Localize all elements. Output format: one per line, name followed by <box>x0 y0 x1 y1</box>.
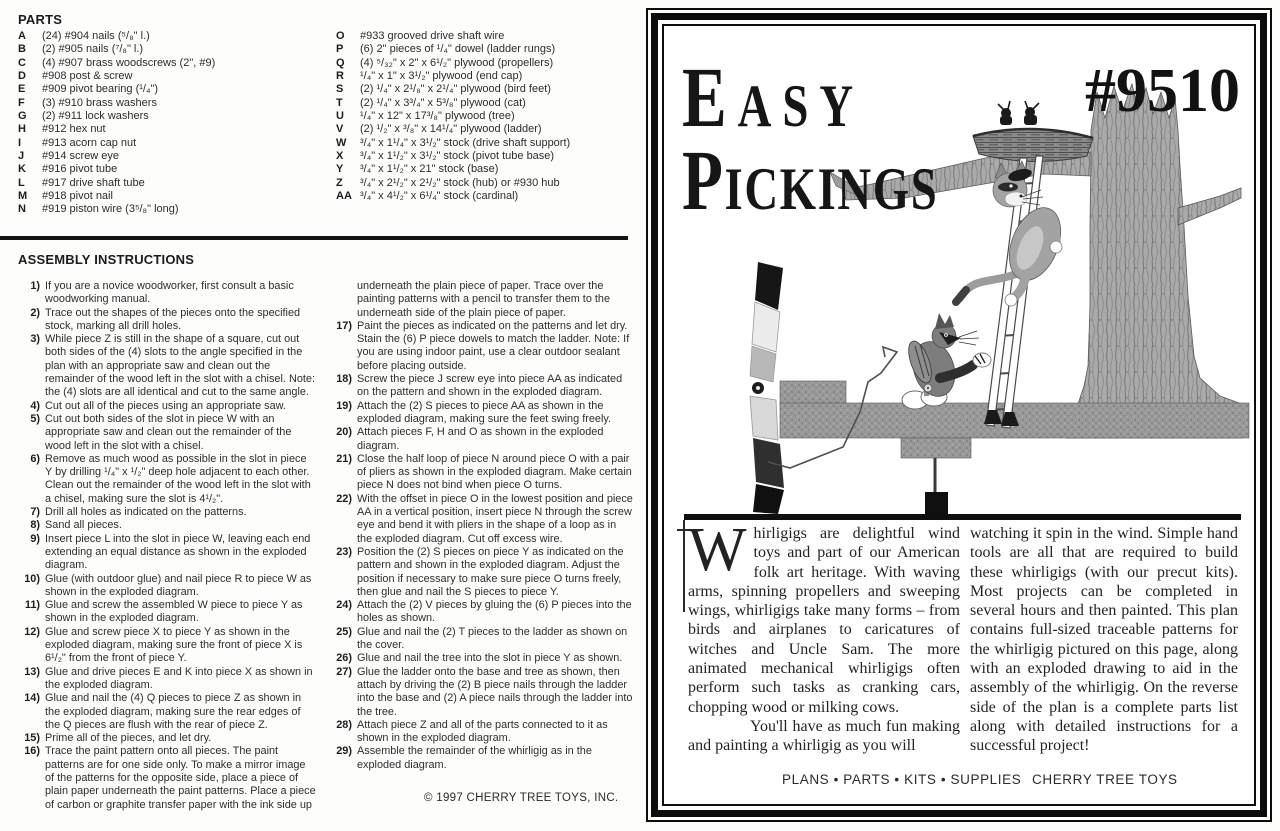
part-letter: P <box>336 43 344 56</box>
instruction-text: Remove as much wood as possible in the slot in piece Y by drilling ¹/₄" x ¹/₂" deep hole adjacent to each other. Clean out the remainder of the wood left in the slot with a chisel, making sure the slot is 4¹/₂". <box>45 452 311 505</box>
instruction-text: Position the (2) S pieces on piece Y as indicated on the pattern and shown in the exploded diagram. Adjust the position if necessary to make sure piece O turns freely, then glue and nail the S pieces to piece Y. <box>357 545 624 598</box>
parts-item <box>18 57 323 70</box>
part-letter: T <box>336 96 343 109</box>
instruction-text: Sand all pieces. <box>45 519 122 532</box>
instruction-item <box>330 652 633 665</box>
cat-eye-mask <box>998 183 1018 192</box>
part-letter: I <box>18 136 22 149</box>
instruction-continuation: underneath the plain piece of paper. Trace over the painting patterns with a pencil to transfer them to the underneath side of the plain piece of paper. <box>357 280 611 319</box>
part-letter: B <box>18 43 26 56</box>
parts-list-col2 <box>336 30 641 203</box>
part-letter: X <box>336 150 344 163</box>
parts-item <box>18 110 323 123</box>
instruction-number: 19) <box>336 399 352 412</box>
parts-item <box>336 43 641 56</box>
instruction-text: Trace out the shapes of the pieces onto the specified stock, marking all drill holes. <box>45 306 301 332</box>
instruction-item <box>330 493 633 546</box>
pivot-post-shaft <box>934 458 937 492</box>
instruction-text: Insert piece L into the slot in piece W, leaving each end extending an equal distance as shown in the exploded diagram. <box>45 532 311 572</box>
instruction-text: Glue and nail the (4) Q pieces to piece Z as shown in the exploded diagram, making sure the rear edges of the Q pieces are flush with the rear of piece Z. <box>45 692 302 731</box>
egg <box>973 353 991 367</box>
part-letter: K <box>18 163 26 176</box>
instruction-text: Trace the paint pattern onto all pieces. The paint patterns are for one side only. To make a mirror image of the patterns for the opposite side, place a piece of plain paper underneath the paint patterns. Place a piece of carbon or graphite transfer paper with the ink side up <box>45 745 316 811</box>
parts-item <box>18 83 323 96</box>
instruction-text: Cut out all of the pieces using an appropriate saw. <box>45 399 286 412</box>
intro-paragraph: watching it spin in the wind. Simple hand tools are all that are required to build these whirligigs (with our precut kits). Most projects can be completed in several hours and then painted. This plan contains full-sized traceable patterns for the whirligig pictured on this page, along with an exploded drawing to aid in the assembly of the whirligig. On the reverse side of the plan is a complete parts list along with detailed instructions for a successful project! <box>970 525 1238 755</box>
instruction-number: 4) <box>30 399 40 412</box>
instruction-text: Glue and drive pieces E and K into piece X as shown in the exploded diagram. <box>45 665 313 691</box>
part-letter: F <box>18 96 25 109</box>
part-letter: C <box>18 56 26 69</box>
instruction-item <box>330 719 633 746</box>
parts-item <box>336 150 641 163</box>
instruction-number: 6) <box>30 452 40 465</box>
instruction-item <box>18 599 316 626</box>
part-description: ³/₄" x 2¹/₂" x 2¹/₂" stock (hub) or #930 hub <box>360 176 560 189</box>
part-letter: M <box>18 190 28 203</box>
parts-item <box>18 123 323 136</box>
instruction-text: While piece Z is still in the shape of a square, cut out both sides of the (4) slots to the angle specified in the plan with an appropriate saw and clean out the remainder of the wood left in the slot with a chisel. Note: the (4) slots are all identical and cut to the same angle. <box>45 333 315 399</box>
tree-branch-right <box>1178 188 1241 225</box>
part-letter: E <box>18 83 26 96</box>
parts-item <box>336 30 641 43</box>
part-description: #919 piston wire (3⁵/₈" long) <box>42 203 179 216</box>
parts-item <box>18 177 323 190</box>
instruction-text: Attach pieces F, H and O as shown in the exploded diagram. <box>357 426 604 452</box>
instruction-number: 17) <box>336 319 352 332</box>
instruction-item <box>330 626 633 653</box>
part-description: ¹/₄" x 1" x 3¹/₂" plywood (end cap) <box>360 70 523 83</box>
instruction-number: 5) <box>30 412 40 425</box>
part-description: ³/₄" x 1¹/₄" x 3¹/₂" stock (drive shaft support) <box>360 136 571 149</box>
instruction-item <box>18 400 316 413</box>
plan-title-line1: EASY <box>682 49 865 145</box>
instruction-item <box>18 533 316 573</box>
parts-item <box>336 97 641 110</box>
part-letter: Y <box>336 163 344 176</box>
parts-item <box>336 123 641 136</box>
baby-birds <box>998 101 1039 125</box>
nest <box>973 129 1093 162</box>
part-description: (2) #911 lock washers <box>42 110 149 123</box>
instruction-item <box>18 626 316 666</box>
instruction-text: Screw the piece J screw eye into piece AA as indicated on the pattern and shown in the exploded diagram. <box>357 373 623 399</box>
instruction-text: Glue the ladder onto the base and tree as shown, then attach by driving the (2) B piece nails through the ladder into the base and (2) A piece nails through the ladder into the tree. <box>357 665 633 718</box>
instruction-item <box>18 280 316 307</box>
instruction-item <box>330 426 633 453</box>
part-letter: R <box>336 70 344 83</box>
instruction-item <box>330 320 633 373</box>
cardinal <box>902 313 991 409</box>
parts-list-col1 <box>18 30 323 217</box>
instruction-item <box>18 666 316 693</box>
instruction-item <box>18 745 316 811</box>
instruction-text: Drill all holes as indicated on the patterns. <box>45 506 247 519</box>
instruction-number: 18) <box>336 373 352 386</box>
instruction-number: 24) <box>336 599 352 612</box>
instruction-item <box>18 307 316 334</box>
part-letter: J <box>18 150 25 163</box>
instruction-text: Glue and screw piece X to piece Y as shown in the exploded diagram, making sure the front of piece X is 6¹/₂" from the front of piece Y. <box>45 625 303 665</box>
instruction-item <box>18 506 316 519</box>
part-description: #914 screw eye <box>42 150 120 163</box>
footer-brand: CHERRY TREE TOYS <box>1032 772 1178 787</box>
instruction-number: 12) <box>24 625 40 638</box>
instruction-number: 29) <box>336 745 352 758</box>
instruction-number: 16) <box>24 745 40 758</box>
instruction-number: 2) <box>30 306 40 319</box>
instruction-number: 26) <box>336 652 352 665</box>
instruction-item <box>18 519 316 532</box>
part-description: (3) #910 brass washers <box>42 96 157 109</box>
part-description: (6) 2" pieces of ¹/₄" dowel (ladder rungs) <box>360 43 556 56</box>
parts-item <box>18 203 323 216</box>
instructions-col1 <box>18 280 316 812</box>
instruction-item <box>18 413 316 453</box>
part-letter: Z <box>336 176 343 189</box>
parts-item <box>336 83 641 96</box>
ground-line <box>684 514 1241 520</box>
part-description: (2) ¹/₄" x 3³/₄" x 5³/₈" plywood (cat) <box>360 96 526 109</box>
plan-cover-panel <box>646 8 1272 822</box>
instruction-text: If you are a novice woodworker, first consult a basic woodworking manual. <box>45 280 294 306</box>
instruction-item <box>330 400 633 427</box>
instruction-text: Assemble the remainder of the whirligig as in the exploded diagram. <box>357 745 592 771</box>
instruction-number: 9) <box>30 532 40 545</box>
instruction-text: Prime all of the pieces, and let dry. <box>45 732 212 745</box>
instruction-number: 8) <box>30 519 40 532</box>
cardinal-crest <box>935 313 954 329</box>
instruction-text: Glue (with outdoor glue) and nail piece R to piece W as shown in the exploded diagram. <box>45 572 312 598</box>
part-description: (4) ⁵/₃₂" x 2" x 6¹/₂" plywood (propellers) <box>360 56 554 69</box>
parts-item <box>336 163 641 176</box>
parts-item <box>18 150 323 163</box>
assembly-heading: ASSEMBLY INSTRUCTIONS <box>18 252 195 267</box>
part-letter: V <box>336 123 344 136</box>
plan-number: #9510 <box>1085 57 1240 125</box>
instruction-item <box>18 573 316 600</box>
part-letter: O <box>336 30 345 42</box>
instruction-text: Attach piece Z and all of the parts connected to it as shown in the exploded diagram. <box>357 718 608 745</box>
part-description: #933 grooved drive shaft wire <box>360 30 505 42</box>
part-description: #913 acorn cap nut <box>42 136 137 149</box>
part-description: #918 pivot nail <box>42 190 113 203</box>
instruction-item <box>330 546 633 599</box>
instruction-number: 1) <box>30 280 40 292</box>
part-letter: S <box>336 83 344 96</box>
part-description: ³/₄" x 1¹/₂" x 3¹/₂" stock (pivot tube base) <box>360 150 555 163</box>
part-description: (4) #907 brass woodscrews (2", #9) <box>42 56 216 69</box>
part-letter: U <box>336 110 344 123</box>
parts-item <box>336 190 641 203</box>
part-letter: G <box>18 110 27 123</box>
instruction-text: Glue and nail the tree into the slot in piece Y as shown. <box>357 652 623 665</box>
instruction-item <box>18 692 316 732</box>
intro-column-2 <box>970 524 1238 756</box>
part-description: #909 pivot bearing (¹/₄") <box>42 83 159 96</box>
instruction-number: 22) <box>336 492 352 505</box>
parts-heading: PARTS <box>18 12 63 27</box>
instruction-item <box>18 453 316 506</box>
parts-item <box>18 137 323 150</box>
propeller <box>750 262 784 514</box>
instruction-item <box>330 745 633 772</box>
instruction-text: Paint the pieces as indicated on the patterns and let dry. Stain the (6) P piece dowels to match the ladder. Note: If you are using indoor paint, use a clear outdoor sealant before placing outside. <box>357 319 630 372</box>
parts-item <box>18 97 323 110</box>
instruction-number: 7) <box>30 506 40 519</box>
part-letter: N <box>18 203 26 216</box>
panel-content <box>662 24 1256 806</box>
instruction-text: Glue and nail the (2) T pieces to the ladder as shown on the cover. <box>357 625 628 652</box>
intro-paragraph: Whirligigs are delightful wind toys and part of our American folk art heritage. With waving arms, spinning propellers and sweeping wings, whirligigs take many forms – from birds and airplanes to caricatures of witches and Uncle Sam. The more animated mechanical whirligigs often perform such tasks as cranking cars, chopping wood or milking cows. <box>688 516 960 716</box>
part-description: (24) #904 nails (⁵/₈" l.) <box>42 30 150 42</box>
section-divider-rule <box>0 236 628 240</box>
instruction-item <box>18 333 316 399</box>
parts-item <box>336 110 641 123</box>
part-letter: H <box>18 123 26 136</box>
instruction-number: 14) <box>24 692 40 705</box>
panel-border-band <box>651 13 1267 817</box>
part-letter: AA <box>336 190 352 203</box>
instruction-number: 11) <box>24 599 40 612</box>
parts-item <box>336 177 641 190</box>
instruction-number: 3) <box>30 333 40 346</box>
parts-item <box>18 70 323 83</box>
instruction-item <box>330 599 633 626</box>
plan-title-line2: PICKINGS <box>682 132 939 228</box>
instruction-item <box>330 373 633 400</box>
instruction-number: 21) <box>336 452 352 465</box>
plan-title <box>682 49 939 228</box>
instruction-number: 23) <box>336 545 352 558</box>
part-description: (2) #905 nails (⁷/₈" l.) <box>42 43 144 56</box>
footer-products: PLANS • PARTS • KITS • SUPPLIES <box>782 772 1022 787</box>
instructions-col2 <box>330 280 633 772</box>
parts-item <box>336 57 641 70</box>
instruction-number: 10) <box>24 572 40 585</box>
parts-item <box>336 70 641 83</box>
part-description: ³/₄" x 4¹/₂" x 6¹/₄" stock (cardinal) <box>360 190 519 203</box>
parts-item <box>18 190 323 203</box>
registration-mark <box>683 520 685 612</box>
part-description: #908 post & screw <box>42 70 133 83</box>
parts-item <box>336 137 641 150</box>
instruction-item <box>18 732 316 745</box>
instruction-number: 28) <box>336 718 352 731</box>
parts-item <box>18 163 323 176</box>
parts-item <box>18 30 323 43</box>
parts-item <box>18 43 323 56</box>
intro-paragraph: You'll have as much fun making and painting a whirligig as you will <box>688 717 960 755</box>
part-description: (2) ¹/₂" x ³/₈" x 14¹/₄" plywood (ladder) <box>360 123 542 136</box>
intro-column-1 <box>688 516 960 756</box>
part-letter: W <box>336 136 347 149</box>
part-description: #916 pivot tube <box>42 163 118 176</box>
part-description: (2) ¹/₄" x 2¹/₈" x 2¹/₄" plywood (bird feet) <box>360 83 551 96</box>
instruction-text: Attach the (2) V pieces by gluing the (6) P pieces into the holes as shown. <box>357 599 632 625</box>
instruction-text: Cut out both sides of the slot in piece W with an appropriate saw and clean out the remainder of the wood left in the slot with a chisel. <box>45 412 292 452</box>
instruction-number: 15) <box>24 732 40 745</box>
part-letter: L <box>18 176 25 189</box>
part-description: #917 drive shaft tube <box>42 176 145 189</box>
instruction-text: With the offset in piece O in the lowest position and piece AA in a vertical position, insert piece N through the screw eye and bend it with pliers in the shape of a loop as in the exploded diagram. Cut off excess wire. <box>357 492 633 545</box>
part-letter: D <box>18 70 26 83</box>
copyright-notice: © 1997 CHERRY TREE TOYS, INC. <box>424 792 619 804</box>
instruction-text: Attach the (2) S pieces to piece AA as shown in the exploded diagram, making sure the feet swing freely. <box>357 399 612 425</box>
part-description: ¹/₄" x 12" x 17³/₈" plywood (tree) <box>360 110 515 123</box>
instructions-col2-list <box>330 320 633 772</box>
part-description: #912 hex nut <box>42 123 106 136</box>
instruction-number: 20) <box>336 426 352 439</box>
instruction-item <box>330 666 633 719</box>
instruction-text: Glue and screw the assembled W piece to piece Y as shown in the exploded diagram. <box>45 599 303 625</box>
instruction-number: 27) <box>336 665 352 678</box>
part-letter: Q <box>336 56 345 69</box>
instruction-number: 25) <box>336 625 352 638</box>
part-letter: A <box>18 30 26 42</box>
instruction-text: Close the half loop of piece N around piece O with a pair of pliers as shown in the exploded diagram. Make certain piece N does not bind when piece O turns. <box>357 452 632 492</box>
part-description: ³/₄" x 1¹/₂" x 21" stock (base) <box>360 163 499 176</box>
instruction-number: 13) <box>24 665 40 678</box>
instruction-item <box>330 453 633 493</box>
